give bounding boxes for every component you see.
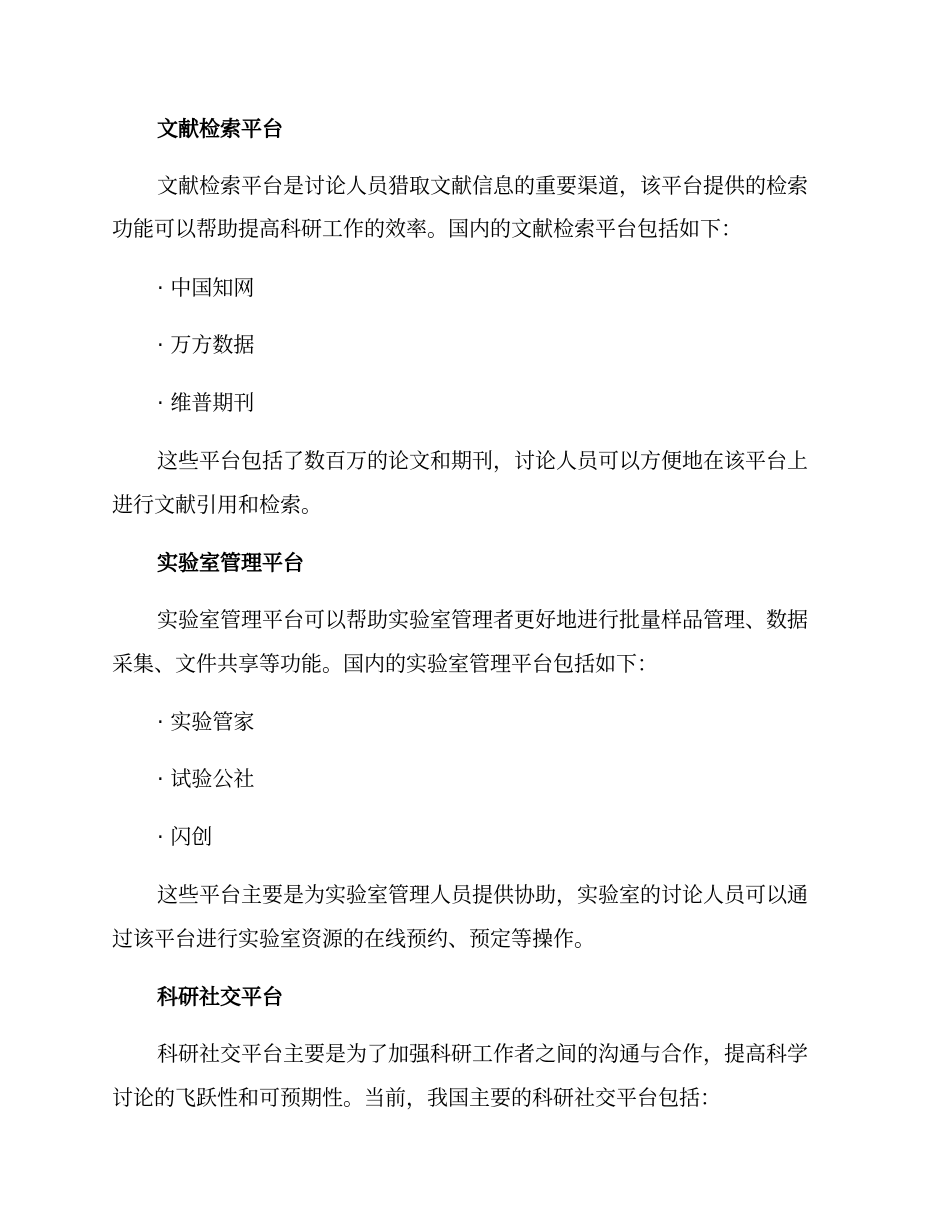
list-item: · 维普期刊 — [157, 391, 255, 415]
list-item: · 试验公社 — [157, 767, 255, 791]
paragraph-line: 功能可以帮助提高科研工作的效率。国内的文献检索平台包括如下： — [112, 217, 742, 241]
list-item: · 闪创 — [157, 825, 213, 849]
list-item: · 万方数据 — [157, 333, 255, 357]
section-heading-research-social: 科研社交平台 — [157, 985, 283, 1009]
section-heading-literature-search: 文献检索平台 — [157, 117, 283, 141]
section-heading-lab-management: 实验室管理平台 — [157, 551, 304, 575]
paragraph-line: 这些平台包括了数百万的论文和期刊，讨论人员可以方便地在该平台上 — [157, 449, 808, 473]
paragraph-line: 科研社交平台主要是为了加强科研工作者之间的沟通与合作，提高科学 — [157, 1042, 808, 1066]
paragraph-line: 文献检索平台是讨论人员猎取文献信息的重要渠道，该平台提供的检索 — [157, 174, 808, 198]
paragraph-line: 这些平台主要是为实验室管理人员提供协助，实验室的讨论人员可以通 — [157, 883, 808, 907]
paragraph-line: 实验室管理平台可以帮助实验室管理者更好地进行批量样品管理、数据 — [157, 608, 808, 632]
paragraph-line: 讨论的飞跃性和可预期性。当前，我国主要的科研社交平台包括： — [112, 1086, 721, 1110]
list-item: · 实验管家 — [157, 710, 255, 734]
paragraph-line: 采集、文件共享等功能。国内的实验室管理平台包括如下： — [112, 652, 658, 676]
paragraph-line: 进行文献引用和检索。 — [112, 493, 322, 517]
list-item: · 中国知网 — [157, 276, 255, 300]
paragraph-line: 过该平台进行实验室资源的在线预约、预定等操作。 — [112, 927, 595, 951]
